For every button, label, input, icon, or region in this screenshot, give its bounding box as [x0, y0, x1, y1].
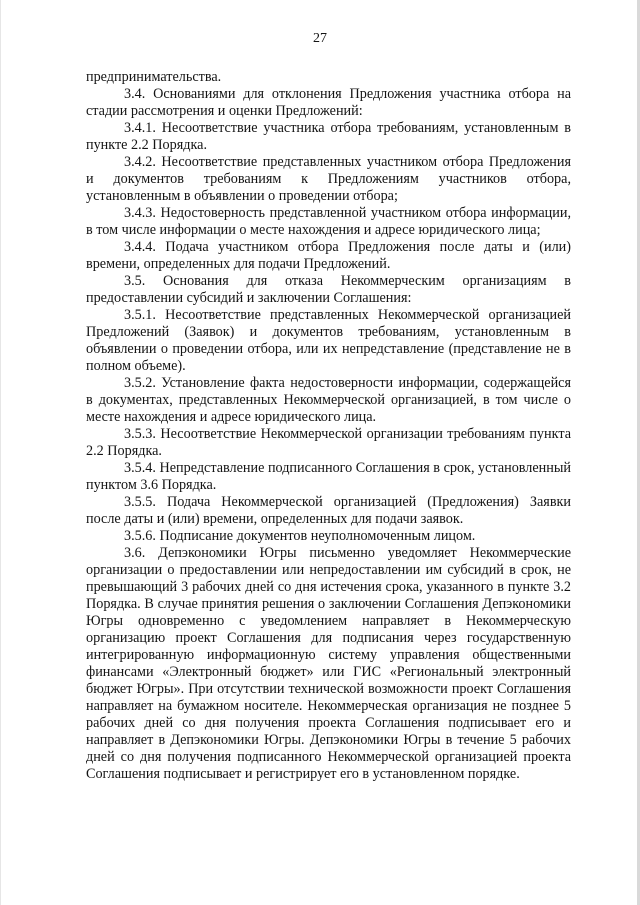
paragraph-3-5-5: 3.5.5. Подача Некоммерческой организацией (Предложения) Заявки после даты и (или) времени, определенных для подачи заявок.	[86, 494, 571, 527]
page-number: 27	[313, 31, 327, 46]
paragraph-3-4-4: 3.4.4. Подача участником отбора Предложения после даты и (или) времени, определенных для подачи Предложений.	[86, 239, 571, 272]
paragraph-3-6: 3.6. Депэкономики Югры письменно уведомляет Некоммерческие организации о предоставлении или непредоставлении им субсидий в срок, не превышающий 3 рабочих дней со дня истечения срока, указанного в пункте 3.2 Порядка. В случае принятия решения о заключении Соглашения Депэкономики Югры одновременно с уведомлением направляет в Некоммерческую организацию проект Соглашения для подписания через государственную интегрированную информационную систему управления общественными финансами «Электронный бюджет» или ГИС «Региональный электронный бюджет Югры». При отсутствии технической возможности проект Соглашения направляет на бумажном носителе. Некоммерческая организация не позднее 5 рабочих дней со дня получения проекта Соглашения подписывает его и направляет в Депэкономики Югры. Депэкономики Югры в течение 5 рабочих дней со дня получения подписанного Некоммерческой организацией проекта Соглашения подписывает и регистрирует его в установленном порядке.	[86, 545, 571, 782]
paragraph-3-4-1: 3.4.1. Несоответствие участника отбора требованиям, установленным в пункте 2.2 Порядка.	[86, 120, 571, 153]
paragraph-3-5-3: 3.5.3. Несоответствие Некоммерческой организации требованиям пункта 2.2 Порядка.	[86, 426, 571, 459]
page-left-edge	[0, 0, 1, 905]
paragraph-3-5-6: 3.5.6. Подписание документов неуполномоченным лицом.	[124, 528, 476, 544]
document-body	[86, 69, 571, 783]
paragraph-3-5-2: 3.5.2. Установление факта недостоверности информации, содержащейся в документах, представленных Некоммерческой организацией, в том числе о месте нахождения и адресе юридического лица.	[86, 375, 571, 425]
paragraph-3-5-1: 3.5.1. Несоответствие представленных Некоммерческой организацией Предложений (Заявок) и документов требованиям, установленным в объявлении о проведении отбора, или их непредставление (представление не в полном объеме).	[86, 307, 571, 374]
paragraph-3-4-2: 3.4.2. Несоответствие представленных участником отбора Предложения и документов требованиям к Предложениям участников отбора, установленным в объявлении о проведении отбора;	[86, 154, 571, 204]
paragraph-3-4: 3.4. Основаниями для отклонения Предложения участника отбора на стадии рассмотрения и оценки Предложений:	[86, 86, 571, 119]
paragraph-3-5-4: 3.5.4. Непредставление подписанного Соглашения в срок, установленный пунктом 3.6 Порядка.	[86, 460, 571, 493]
paragraph-3-5: 3.5. Основания для отказа Некоммерческим организациям в предоставлении субсидий и заключении Соглашения:	[86, 273, 571, 306]
paragraph-3-4-3: 3.4.3. Недостоверность представленной участником отбора информации, в том числе информации о месте нахождения и адресе юридического лица;	[86, 205, 571, 238]
paragraph-continuation: предпринимательства.	[86, 69, 222, 85]
